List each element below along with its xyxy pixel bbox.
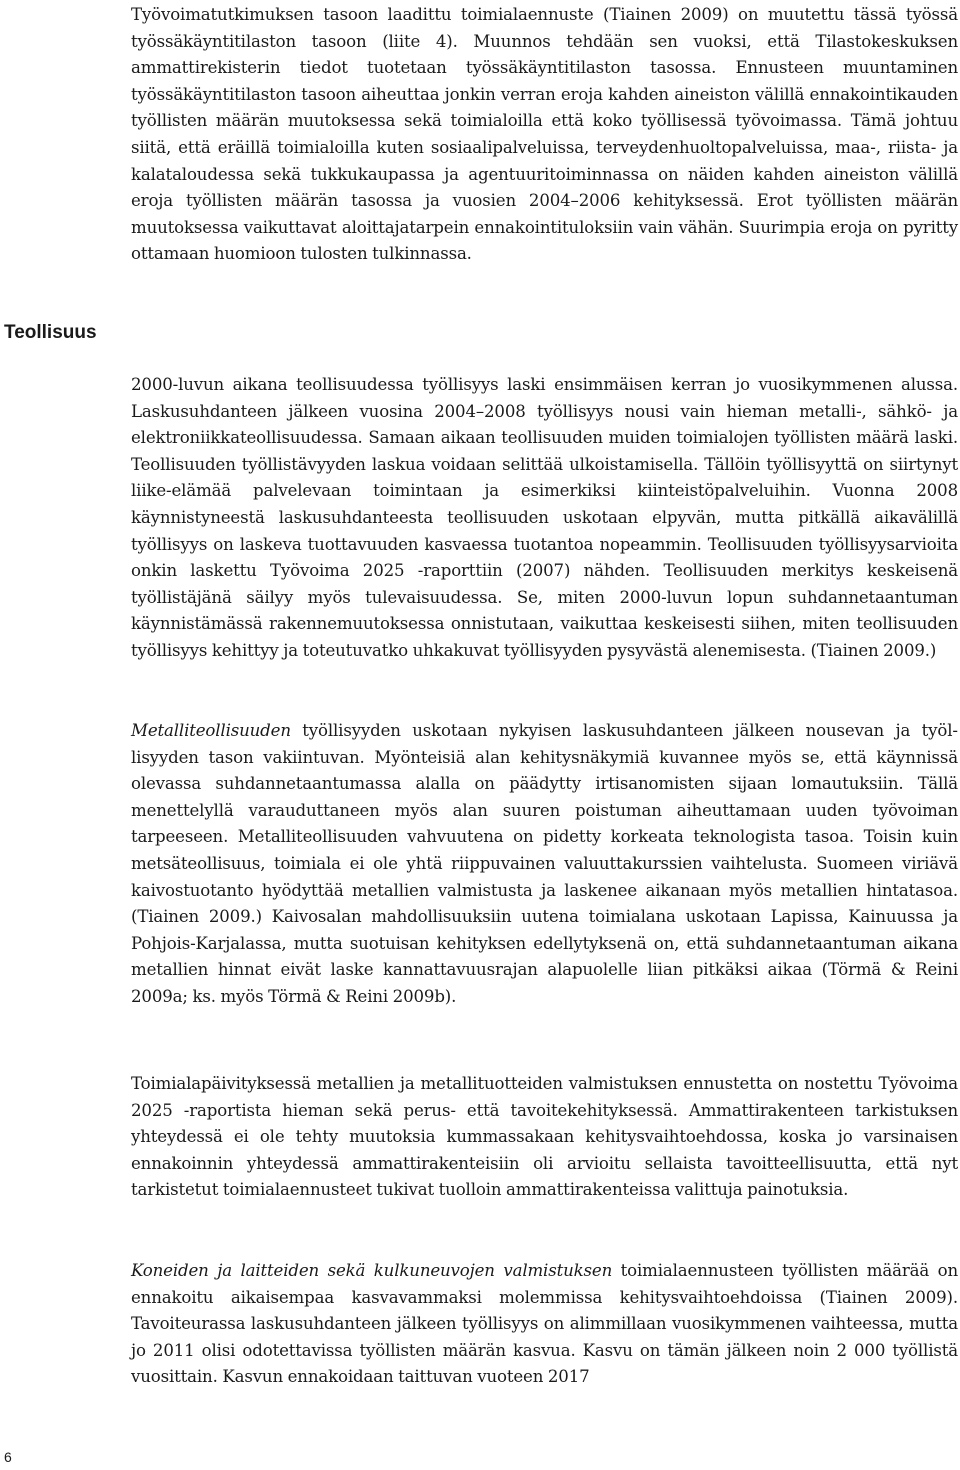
machinery-paragraph (131, 1258, 958, 1391)
metal-industry-term: Metalliteollisuuden (131, 721, 291, 740)
machinery-term: Koneiden ja laitteiden sekä kulkuneuvojen valmistuksen (131, 1261, 613, 1280)
industry-paragraph-text: 2000-luvun aikana teollisuudessa työllisyys laski ensimmäisen kerran jo vuosikymmenen alussa. Laskusuhdanteen jälkeen vuosina 2004–2008 työllisyys nousi vain hieman metalli-, sähkö- ja elektroniikkateollisuudessa. Samaan aikaan teollisuuden muiden toimialojen työllisten määrä laski. Teollisuuden työllistävyyden laskua voidaan selittää ulkoistamisella. Tällöin työllisyyttä on siirtynyt liike-elämää palvelevaan toimintaan ja esimerkiksi kiinteistöpalveluihin. Vuonna 2008 käynnistyneestä laskusuhdanteesta teollisuuden uskotaan elpyvän, mutta pitkällä aikavälillä työllisyys on laskeva tuottavuuden kasvaessa tuotantoa nopeammin. Teollisuuden työllisyysarvioita onkin laskettu Työvoima 2025 -raporttiin (2007) nähden. Teollisuuden merkitys keskeisenä työllistäjänä säilyy myös tulevaisuudessa. Se, miten 2000-luvun lopun suhdannetaantuman käynnistämässä rakennemuutoksessa onnistutaan, vaikuttaa keskeisesti siihen, miten teollisuuden työllisyys kehittyy ja toteutuvatko uhkakuvat työllisyyden pysyvästä alenemisesta. (Tiainen 2009.) (131, 375, 958, 660)
metal-update-paragraph-text: Toimialapäivityksessä metallien ja metallituotteiden valmistuksen ennustetta on nostettu Työvoima 2025 -raportista hieman sekä perus- että tavoitekehityksessä. Ammattirakenteen tarkistuksen yhteydessä ei ole tehty muutoksia kummassakaan kehitysvaihtoehdossa, koska jo varsinaisen ennakoinnin yhteydessä ammattirakenteisiin oli arvioitu sellaista tavoitteellisuutta, että nyt tarkistetut toimialaennusteet tukivat tuolloin ammattirakenteissa valittuja painotuksia. (131, 1074, 958, 1200)
metal-industry-paragraph-text (131, 718, 958, 1011)
page-number: 6 (4, 1449, 12, 1465)
machinery-paragraph-text (131, 1258, 958, 1391)
intro-paragraph (131, 2, 958, 268)
machinery-body: toimialaennusteen työllisten määrää on ennakoitu aikaisempaa kasvavammaksi molemmissa kehitysvaihtoehdoissa (Tiainen 2009). Tavoiteurassa laskusuhdanteen jälkeen työllisyys on alimmillaan vuosikymmenen vaihteessa, mutta jo 2011 olisi odotettavissa työllisten määrän kasvua. Kasvu on tämän jälkeen noin 2 000 työllistä vuosittain. Kasvun ennakoidaan taittuvan vuoteen 2017 (131, 1261, 958, 1387)
metal-industry-paragraph (131, 718, 958, 1011)
intro-paragraph-text: Työvoimatutkimuksen tasoon laadittu toimialaennuste (Tiainen 2009) on muutettu tässä työssä työssäkäyntitilaston tasoon (liite 4). Muunnos tehdään sen vuoksi, että Tilastokeskuksen ammattirekisterin tiedot tuotetaan työssäkäyntitilaston tasossa. Ennusteen muuntaminen työssäkäyntitilaston tasoon aiheuttaa jonkin verran eroja kahden aineiston välillä ennakointikauden työllisten määrän muutoksessa sekä toimialoilla että koko työllisessä työvoimassa. Tämä johtuu siitä, että eräillä toimialoilla kuten sosiaalipalveluissa, terveydenhuoltopalveluissa, maa-, riista- ja kalataloudessa sekä tukkukaupassa ja agentuuritoiminnassa on näiden kahden aineiston välillä eroja työllisten määrän tasossa ja vuosien 2004–2006 kehityksessä. Erot työllisten määrän muutoksessa vaikuttavat aloittajatarpein ennakointituloksiin vain vähän. Suurimpia eroja on pyritty ottamaan huomioon tulosten tulkinnassa. (131, 5, 958, 264)
metal-industry-body: työllisyyden uskotaan nykyisen laskusuhdanteen jälkeen nousevan ja työllisyyden tason vakiintuvan. Myönteisiä alan kehitysnäkymiä kuvannee myös se, että käynnissä olevassa suhdannetaantumassa alalla on päädytty irtisanomisten sijaan lomautuksiin. Tällä menettelyllä varauduttaneen myös alan suuren poistuman aiheuttamaan uuden työvoiman tarpeeseen. Metalliteollisuuden vahvuutena on pidetty korkeata teknologista tasoa. Toisin kuin metsäteollisuus, toimiala ei ole yhtä riippuvainen valuuttakurssien vaihtelusta. Suomeen viriävä kaivostuotanto hyödyttää metallien valmistusta ja laskenee aikanaan myös metallien hintatasoa. (Tiainen 2009.) Kaivosalan mahdollisuuksiin uutena toimialana uskotaan Lapissa, Kainuussa ja Pohjois-Karjalassa, mutta suotuisan kehityksen edellytyksenä on, että suhdannetaantuman aikana metallien hinnat eivät laske kannattavuusrajan alapuolelle liian pitkäksi aikaa (Törmä & Reini 2009a; ks. myös Törmä & Reini 2009b). (131, 721, 958, 1006)
section-heading: Teollisuus (4, 322, 97, 343)
industry-paragraph (131, 372, 958, 665)
metal-update-paragraph (131, 1071, 958, 1204)
